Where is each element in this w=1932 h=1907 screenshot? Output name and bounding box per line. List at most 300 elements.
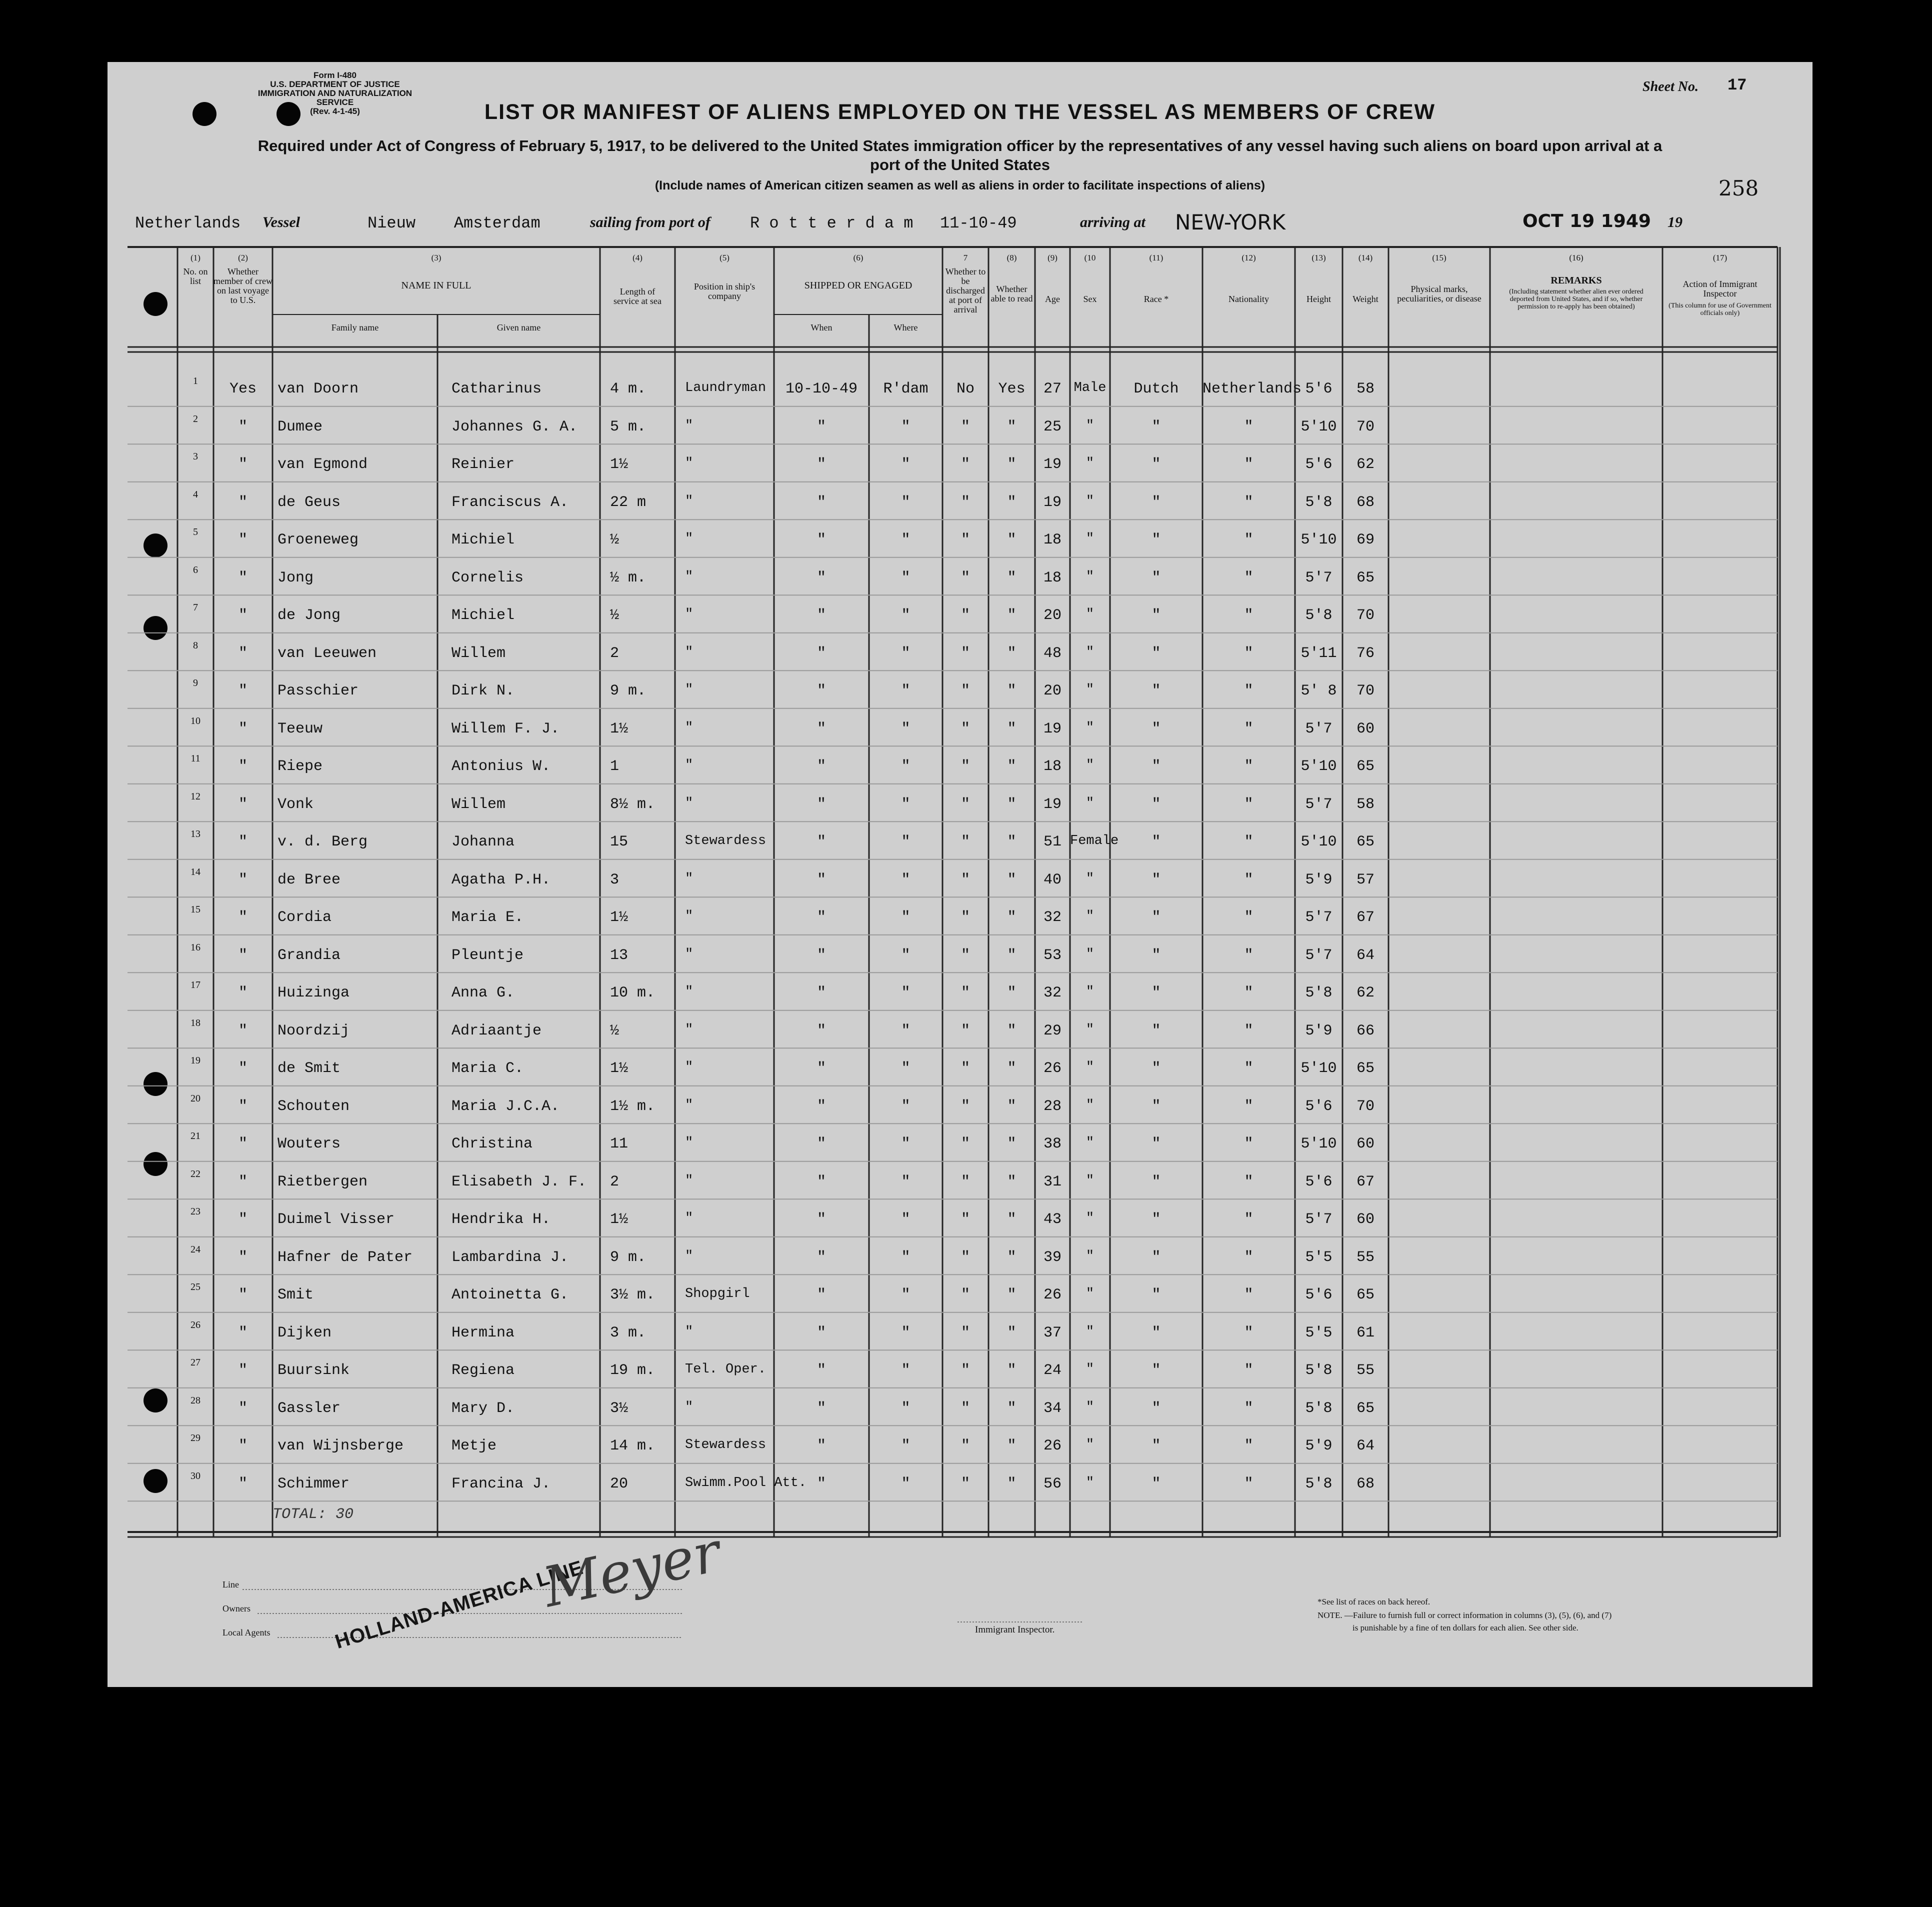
cell-no: 12 [190,790,200,802]
cell-family: Dumee [278,418,323,436]
ditto-mark: " [685,569,694,584]
arrival-port: NEW-YORK [1175,210,1286,234]
cell-service: 3 [610,871,620,888]
cell-given: Adriaantje [452,1022,542,1040]
ditto-mark: " [1244,871,1254,888]
ditto-mark: " [901,984,910,1002]
ditto-mark: " [1152,1400,1161,1417]
ditto-mark: " [1244,1362,1254,1379]
ditto-mark: " [238,984,248,1002]
cell-weight: 57 [1356,871,1374,888]
service-name: IMMIGRATION AND NATURALIZATION SERVICE [258,88,412,107]
cell-no: 13 [190,828,200,840]
cell-height: 5'8 [1305,1400,1332,1417]
cell-weight: 70 [1356,418,1374,436]
cell-position: Swimm.Pool Att. [685,1475,807,1490]
cell-weight: 76 [1356,644,1374,662]
ditto-mark: " [1007,682,1016,700]
cell-height: 5'8 [1305,984,1332,1002]
ditto-mark: " [1152,607,1161,624]
cell-service: 15 [610,834,628,850]
ditto-mark: " [816,909,826,926]
ditto-mark: " [816,1475,826,1492]
ditto-mark: " [1152,946,1161,964]
ditto-mark: " [1244,1098,1254,1115]
ditto-mark: " [1152,532,1161,548]
cell-age: 20 [1043,682,1062,700]
cell-family: Passchier [278,682,359,700]
ditto-mark: " [816,1098,826,1115]
ditto-mark: " [816,1211,826,1228]
cell-service: 1½ [610,720,628,738]
cell-where: R'dam [883,380,928,398]
ditto-mark: " [816,644,826,662]
cell-family: Jong [278,569,314,586]
ditto-mark: " [238,1362,248,1379]
cell-age: 32 [1043,909,1062,926]
ditto-mark: " [960,532,970,548]
ditto-mark: " [1007,1211,1016,1228]
cell-height: 5'5 [1305,1248,1332,1266]
col-9-number: (9) [1048,253,1058,262]
ditto-mark: " [960,984,970,1002]
footer-lines [108,62,1812,1687]
ditto-mark: " [685,1248,694,1264]
ditto-mark: " [1152,1438,1161,1454]
departure-port: R o t t e r d a m [750,214,914,232]
ditto-mark: " [238,1211,248,1228]
col-9-header: Age [1045,294,1060,304]
ditto-mark: " [901,1060,910,1077]
ditto-mark: " [1007,1324,1016,1342]
cell-when: 10-10-49 [785,380,858,398]
ditto-mark: " [685,1060,694,1075]
cell-height: 5'7 [1305,909,1332,926]
ditto-mark: " [1086,1211,1094,1226]
cell-family: de Geus [278,494,341,511]
ditto-mark: " [1152,682,1161,700]
ditto-mark: " [238,418,248,436]
cell-family: van Leeuwen [278,644,377,662]
ditto-mark: " [816,494,826,511]
cell-height: 5'5 [1305,1324,1332,1342]
ditto-mark: " [1086,1400,1094,1415]
cell-family: Smit [278,1286,314,1304]
given-name-header: Given name [496,322,541,332]
cell-age: 18 [1043,758,1062,775]
ditto-mark: " [960,1022,970,1040]
cell-service: 8½ m. [610,796,656,813]
cell-age: 28 [1043,1098,1062,1115]
ditto-mark: " [1152,984,1161,1002]
cell-position: Stewardess [685,1438,766,1452]
cell-weight: 70 [1356,682,1374,700]
ditto-mark: " [960,909,970,926]
cell-height: 5'6 [1305,1286,1332,1304]
cell-no: 19 [190,1055,200,1066]
ditto-mark: " [238,1286,248,1304]
ditto-mark: " [901,1173,910,1190]
ditto-mark: " [1086,1098,1094,1113]
ditto-mark: " [1244,834,1254,850]
cell-service: 19 m. [610,1362,656,1379]
subtitle-line-1: Required under Act of Congress of February 5, 1917, to be delivered to the United States immigration officer by the representatives of any vessel having such aliens on board upon arrival at a [258,137,1662,154]
cell-age: 18 [1043,532,1062,548]
ditto-mark: " [1152,871,1161,888]
ditto-mark: " [685,758,694,773]
ditto-mark: " [1244,682,1254,700]
cell-service: 13 [610,946,628,964]
col-11-number: (11) [1149,253,1164,262]
sheet-label: Sheet No. [1642,79,1698,94]
cell-height: 5'10 [1300,1060,1337,1077]
cell-age: 48 [1043,644,1062,662]
cell-weight: 70 [1356,1098,1374,1115]
col-2-number: (2) [238,253,248,262]
ditto-mark: " [238,909,248,926]
line-label: Line [222,1580,239,1590]
ditto-mark: " [816,1324,826,1342]
year-label: 19 [1668,214,1682,230]
ditto-mark: " [960,1211,970,1228]
ditto-mark: " [816,984,826,1002]
ditto-mark: " [816,834,826,850]
cell-age: 26 [1043,1438,1062,1454]
ditto-mark: " [816,418,826,436]
cell-given: Willem [452,644,506,662]
cell-no: 9 [193,678,198,688]
cell-position: Laundryman [685,380,766,396]
ditto-mark: " [1086,909,1094,924]
ditto-mark: " [685,1324,694,1340]
ditto-mark: " [1007,946,1016,964]
ditto-mark: " [960,946,970,964]
col-7-number: 7 [963,253,968,262]
ditto-mark: " [1007,1475,1016,1492]
cell-no: 26 [190,1319,200,1330]
arrival-date-stamp: OCT 19 1949 [1522,211,1651,232]
ditto-mark: " [960,1060,970,1077]
ditto-mark: " [960,1400,970,1417]
cell-service: 9 m. [610,682,646,700]
cell-weight: 68 [1356,494,1374,511]
cell-service: 3½ [610,1400,628,1417]
col-5-header: Position in ship's company [694,282,756,301]
ditto-mark: " [901,532,910,548]
col-15-number: (15) [1432,253,1446,262]
cell-height: 5'10 [1300,834,1337,850]
col-6-number: (6) [853,253,864,262]
ditto-mark: " [901,1248,910,1266]
cell-height: 5'6 [1305,1098,1332,1115]
cell-no: 21 [190,1130,200,1142]
ditto-mark: " [1244,720,1254,738]
cell-read: Yes [998,380,1026,398]
ditto-mark: " [238,871,248,888]
cell-age: 38 [1043,1136,1062,1152]
col-6-header: SHIPPED OR ENGAGED [804,280,912,291]
cell-given: Hendrika H. [452,1211,551,1228]
cell-age: 39 [1043,1248,1062,1266]
ditto-mark: " [901,1324,910,1342]
ditto-mark: " [816,456,826,473]
ditto-mark: " [238,494,248,511]
ditto-mark: " [901,1362,910,1379]
ditto-mark: " [1152,418,1161,436]
ditto-mark: " [238,1098,248,1115]
cell-weight: 60 [1356,1211,1374,1228]
ditto-mark: " [1086,682,1094,698]
ditto-mark: " [1152,1324,1161,1342]
cell-height: 5'6 [1305,380,1332,398]
cell-given: Lambardina J. [452,1248,569,1266]
cell-age: 43 [1043,1211,1062,1228]
ditto-mark: " [685,607,694,622]
ditto-mark: " [1244,1438,1254,1454]
cell-service: 14 m. [610,1438,656,1454]
ditto-mark: " [1152,569,1161,586]
cell-given: Regiena [452,1362,515,1379]
cell-family: van Egmond [278,456,368,473]
ditto-mark: " [1007,1248,1016,1266]
cell-weight: 67 [1356,909,1374,926]
revision: (Rev. 4-1-45) [310,106,360,116]
immigrant-inspector-label: Immigrant Inspector. [975,1624,1055,1635]
cell-service: 22 m [610,494,646,511]
cell-age: 19 [1043,796,1062,813]
remarks-note: (Including statement whether alien ever ordered deported from United States, and if so, whether permission to re-apply has been obtained) [1509,288,1644,310]
cell-service: 9 m. [610,1248,646,1266]
ditto-mark: " [1007,984,1016,1002]
ditto-mark: " [1007,418,1016,436]
cell-weight: 65 [1356,1400,1374,1417]
col-13-number: (13) [1312,253,1326,262]
cell-age: 24 [1043,1362,1062,1379]
ditto-mark: " [238,569,248,586]
ditto-mark: " [901,1211,910,1228]
department: U.S. DEPARTMENT OF JUSTICE [270,80,400,89]
ditto-mark: " [960,569,970,586]
cell-given: Maria J.C.A. [452,1098,560,1115]
agents-label: Local Agents [222,1628,270,1638]
ditto-mark: " [1244,1173,1254,1190]
ditto-mark: " [901,1022,910,1040]
cell-service: 1 [610,758,620,775]
cell-given: Dirk N. [452,682,515,700]
ditto-mark: " [1007,569,1016,586]
cell-family: Rietbergen [278,1173,368,1190]
col-16-number: (16) [1569,253,1584,262]
cell-position: Stewardess [685,834,766,848]
cell-family: Noordzij [278,1022,350,1040]
ditto-mark: " [960,418,970,436]
cell-age: 20 [1043,607,1062,624]
where-header: Where [894,322,918,332]
cell-given: Cornelis [452,569,524,586]
cell-height: 5'9 [1305,871,1332,888]
ditto-mark: " [1007,796,1016,813]
ditto-mark: " [238,1438,248,1454]
ditto-mark: " [960,644,970,662]
cell-no: 1 [193,376,198,386]
ditto-mark: " [1086,1362,1094,1377]
page-stamp-number: 258 [1718,176,1759,200]
ditto-mark: " [1086,1286,1094,1302]
col-4-number: (4) [632,253,642,262]
ditto-mark: " [960,1098,970,1115]
cell-no: 23 [190,1206,200,1217]
ditto-mark: " [1007,1438,1016,1454]
cell-weight: 68 [1356,1475,1374,1492]
ditto-mark: " [1244,796,1254,813]
ditto-mark: " [685,494,694,509]
col-3-number: (3) [431,253,442,262]
ditto-mark: " [816,1173,826,1190]
ditto-mark: " [1244,456,1254,473]
ditto-mark: " [960,1438,970,1454]
cell-weight: 60 [1356,720,1374,738]
ditto-mark: " [901,456,910,473]
sailing-label: sailing from port of [590,214,710,230]
cell-sex: Female [1070,834,1119,848]
cell-service: 5 m. [610,418,646,436]
cell-no: 5 [193,526,198,538]
ditto-mark: " [816,682,826,700]
cell-service: 2 [610,1173,620,1190]
ditto-mark: " [960,796,970,813]
ditto-mark: " [685,1211,694,1226]
ditto-mark: " [1007,1286,1016,1304]
ditto-mark: " [1086,1060,1094,1075]
cell-family: de Bree [278,871,341,888]
cell-weight: 67 [1356,1173,1374,1190]
cell-weight: 55 [1356,1362,1374,1379]
ditto-mark: " [960,834,970,850]
col-16-header: REMARKS [1550,275,1602,286]
cell-height: 5' 8 [1300,682,1337,700]
cell-age: 53 [1043,946,1062,964]
ditto-mark: " [960,720,970,738]
ditto-mark: " [1244,1211,1254,1228]
ditto-mark: " [685,909,694,924]
ditto-mark: " [238,532,248,548]
ditto-mark: " [1152,834,1161,850]
cell-weight: 55 [1356,1248,1374,1266]
ditto-mark: " [1152,1022,1161,1040]
cell-height: 5'7 [1305,569,1332,586]
cell-height: 5'7 [1305,946,1332,964]
cell-height: 5'10 [1300,1136,1337,1152]
ditto-mark: " [1244,569,1254,586]
cell-weight: 64 [1356,946,1374,964]
ditto-mark: " [685,984,694,1000]
ditto-mark: " [1007,871,1016,888]
ditto-mark: " [1152,1475,1161,1492]
ditto-mark: " [901,1400,910,1417]
cell-no: 7 [193,602,198,613]
col-1-number: (1) [190,253,200,262]
ditto-mark: " [816,871,826,888]
ditto-mark: " [238,720,248,738]
ditto-mark: " [1152,720,1161,738]
cell-family: Cordia [278,909,332,926]
cell-no: 4 [193,488,198,500]
cell-service: 2 [610,644,620,662]
cell-weight: 58 [1356,380,1374,398]
cell-age: 19 [1043,720,1062,738]
ditto-mark: " [816,1286,826,1304]
ditto-mark: " [816,946,826,964]
cell-age: 29 [1043,1022,1062,1040]
cell-weight: 70 [1356,607,1374,624]
cell-given: Willem [452,796,506,813]
ditto-mark: " [1007,494,1016,511]
cell-age: 32 [1043,984,1062,1002]
races-note: *See list of races on back hereof. [1318,1597,1430,1606]
ditto-mark: " [1244,607,1254,624]
ditto-mark: " [1244,984,1254,1002]
cell-given: Franciscus A. [452,494,569,511]
ditto-mark: " [685,1098,694,1113]
cell-height: 5'10 [1300,418,1337,436]
ditto-mark: " [1086,1475,1094,1490]
ditto-mark: " [816,758,826,775]
col-14-header: Weight [1352,294,1378,304]
cell-weight: 62 [1356,456,1374,473]
col-11-header: Race * [1144,294,1169,304]
ditto-mark: " [1152,1248,1161,1266]
ditto-mark: " [901,569,910,586]
ditto-mark: " [1086,1173,1094,1188]
cell-family: de Smit [278,1060,341,1077]
cell-height: 5'10 [1300,758,1337,775]
ditto-mark: " [1086,607,1094,622]
ditto-mark: " [1244,644,1254,662]
ditto-mark: " [685,1022,694,1038]
fine-note-line-2: is punishable by a fine of ten dollars for each alien. See other side. [1352,1623,1578,1632]
ditto-mark: " [901,1286,910,1304]
ditto-mark: " [1152,796,1161,813]
ditto-mark: " [901,720,910,738]
cell-age: 25 [1043,418,1062,436]
page-title: LIST OR MANIFEST OF ALIENS EMPLOYED ON THE VESSEL AS MEMBERS OF CREW [484,100,1436,124]
ditto-mark: " [960,607,970,624]
ditto-mark: " [238,946,248,964]
cell-no: 18 [190,1017,200,1028]
cell-family: Dijken [278,1324,332,1342]
col-10-number: (10 [1084,253,1096,262]
ditto-mark: " [238,758,248,775]
cell-height: 5'8 [1305,1475,1332,1492]
ditto-mark: " [901,607,910,624]
cell-given: Pleuntje [452,946,524,964]
cell-height: 5'9 [1305,1438,1332,1454]
cell-family: Schimmer [278,1475,350,1492]
col-14-number: (14) [1358,253,1373,262]
ditto-mark: " [1086,720,1094,736]
cell-no: 25 [190,1282,200,1292]
col-7-header: Whether to be discharged at port of arrival [945,266,986,314]
ditto-mark: " [1244,1022,1254,1040]
ditto-mark: " [1244,1060,1254,1077]
ditto-mark: " [1086,946,1094,962]
cell-given: Willem F. J. [452,720,560,738]
cell-no: 8 [193,640,198,651]
ditto-mark: " [1152,456,1161,473]
cell-no: 10 [190,715,200,726]
cell-no: 6 [193,564,198,576]
cell-service: ½ [610,532,620,548]
